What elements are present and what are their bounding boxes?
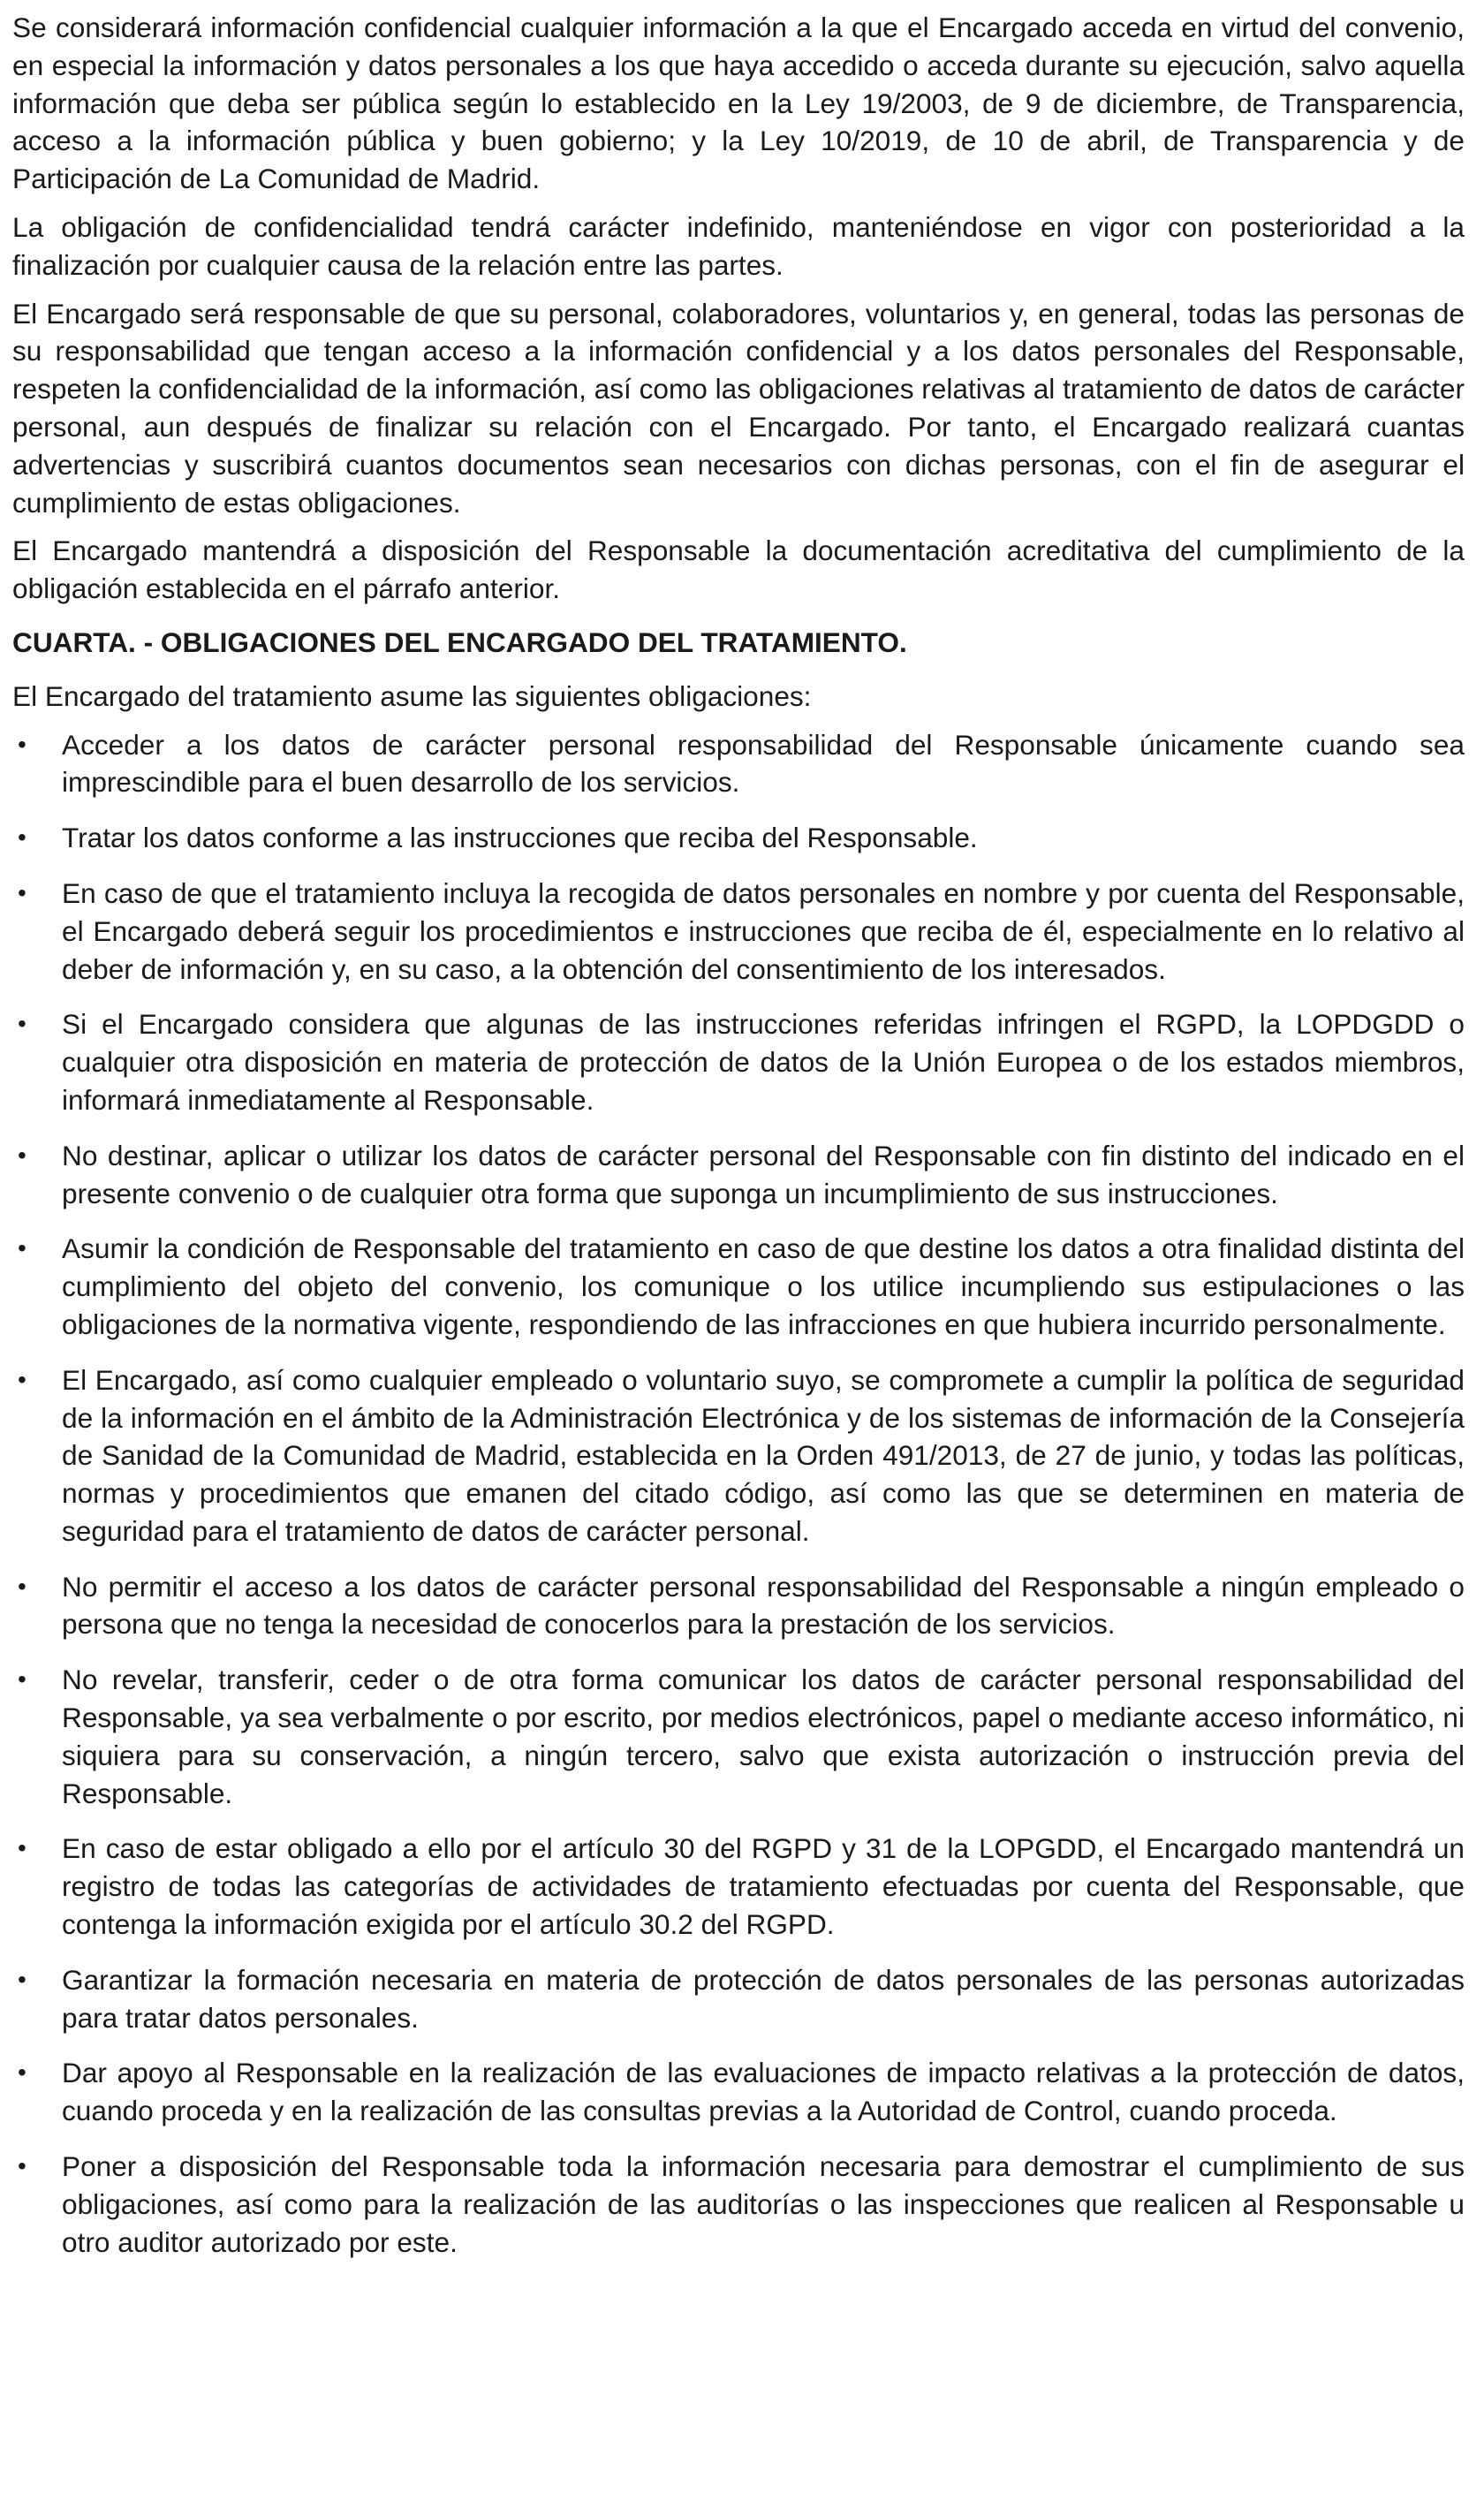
list-item — [12, 1230, 1465, 1343]
bullet-icon: • — [18, 1234, 26, 1262]
list-item-text: No revelar, transferir, ceder o de otra forma comunicar los datos de carácter personal responsabilidad del Responsable, ya sea verbalmente o por escrito, por medios electrónicos, papel o mediante acceso informático, ni siquiera para su conservación, a ningún tercero, salvo que exista autorización o instrucción previa del Responsable. — [62, 1664, 1465, 1809]
paragraph-confidential-info: Se considerará información confidencial cualquier información a la que el Encargado acceda en virtud del convenio, en especial la información y datos personales a los que haya accedido o acceda durante su ejecución, salvo aquella información que deba ser pública según lo establecido en la Ley 19/2003, de 9 de diciembre, de Transparencia, acceso a la información pública y buen gobierno; y la Ley 10/2019, de 10 de abril, de Transparencia y de Participación de La Comunidad de Madrid. — [12, 11, 1465, 195]
list-item-text: El Encargado, así como cualquier empleado o voluntario suyo, se compromete a cumplir la política de seguridad de la información en el ámbito de la Administración Electrónica y de los sistemas de información de la Consejería de Sanidad de la Comunidad de Madrid, establecida en la Orden 491/2013, de 27 de junio, y todas las políticas, normas y procedimientos que emanen del citado código, así como las que se determinen en materia de seguridad para el tratamiento de datos de carácter personal. — [62, 1363, 1465, 1547]
bullet-icon: • — [18, 878, 26, 906]
section-intro: El Encargado del tratamiento asume las siguientes obligaciones: — [12, 679, 812, 712]
list-item-text: Garantizar la formación necesaria en materia de protección de datos personales de las personas autorizadas para tratar datos personales. — [62, 1963, 1465, 2034]
list-item-text: Tratar los datos conforme a las instrucciones que reciba del Responsable. — [62, 822, 978, 854]
bullet-icon: • — [18, 1572, 26, 1600]
list-item — [12, 1661, 1465, 1812]
bullet-icon: • — [18, 1834, 26, 1862]
bullet-icon: • — [18, 2152, 26, 2180]
list-item — [12, 1361, 1465, 1550]
list-item — [12, 2148, 1465, 2261]
bullet-icon: • — [18, 1010, 26, 1038]
list-item-text: Dar apoyo al Responsable en la realización de las evaluaciones de impacto relativas a la protección de datos, cuando proceda y en la realización de las consultas previas a la Autoridad de Control, cuando proceda. — [62, 2057, 1465, 2127]
paragraph-confidentiality-duration: La obligación de confidencialidad tendrá carácter indefinido, manteniéndose en vigor con posterioridad a la finalización por cualquier causa de la relación entre las partes. — [12, 210, 1465, 281]
bullet-icon: • — [18, 823, 26, 852]
paragraph-personnel-responsibility: El Encargado será responsable de que su personal, colaboradores, voluntarios y, en general, todas las personas de su responsabilidad que tengan acceso a la información confidencial y a los datos personales del Responsable, respeten la confidencialidad de la información, así como las obligaciones relativas al tratamiento de datos de carácter personal, aun después de finalizar su relación con el Encargado. Por tanto, el Encargado realizará cuantas advertencias y suscribirá cuantos documentos sean necesarios con dichas personas, con el fin de asegurar el cumplimiento de estas obligaciones. — [12, 297, 1465, 519]
bullet-icon: • — [18, 1141, 26, 1169]
list-item — [12, 726, 1465, 802]
list-item-text: Poner a disposición del Responsable toda la información necesaria para demostrar el cumplimiento de sus obligaciones, así como para la realización de las auditorías o las inspecciones que realicen al Responsable u otro auditor autorizado por este. — [62, 2150, 1465, 2258]
bullet-icon: • — [18, 1665, 26, 1694]
list-item-text: En caso de estar obligado a ello por el artículo 30 del RGPD y 31 de la LOPGDD, el Encargado mantendrá un registro de todas las categorías de actividades de tratamiento efectuadas por cuenta del Responsable, que contenga la información exigida por el artículo 30.2 del RGPD. — [62, 1832, 1465, 1941]
list-item — [12, 1568, 1465, 1644]
list-item — [12, 1137, 1465, 1213]
paragraph-documentation: El Encargado mantendrá a disposición del Responsable la documentación acreditativa del cumplimiento de la obligación establecida en el párrafo anterior. — [12, 534, 1465, 605]
list-item — [12, 875, 1465, 988]
bullet-icon: • — [18, 730, 26, 758]
bullet-icon: • — [18, 1965, 26, 1993]
section-heading: CUARTA. - OBLIGACIONES DEL ENCARGADO DEL TRATAMIENTO. — [12, 625, 907, 658]
document-page — [12, 9, 1465, 2278]
list-item — [12, 1830, 1465, 1943]
bullet-icon: • — [18, 2058, 26, 2087]
list-item — [12, 2054, 1465, 2130]
list-item — [12, 1005, 1465, 1118]
list-item-text: En caso de que el tratamiento incluya la recogida de datos personales en nombre y por cuenta del Responsable, el Encargado deberá seguir los procedimientos e instrucciones que reciba de él, especialmente en lo relativo al deber de información y, en su caso, a la obtención del consentimiento de los interesados. — [62, 876, 1465, 985]
list-item-text: No destinar, aplicar o utilizar los datos de carácter personal del Responsable con fin distinto del indicado en el presente convenio o de cualquier otra forma que suponga un incumplimiento de sus instrucciones. — [62, 1139, 1465, 1209]
list-item-text: Asumir la condición de Responsable del tratamiento en caso de que destine los datos a otra finalidad distinta del cumplimiento del objeto del convenio, los comunique o los utilice incumpliendo sus estipulaciones o las obligaciones de la normativa vigente, respondiendo de las infracciones en que hubiera incurrido personalmente. — [62, 1232, 1465, 1340]
list-item — [12, 1961, 1465, 2037]
list-item-text: Acceder a los datos de carácter personal responsabilidad del Responsable únicamente cuando sea imprescindible para el buen desarrollo de los servicios. — [62, 728, 1465, 799]
list-item-text: No permitir el acceso a los datos de carácter personal responsabilidad del Responsable a ningún empleado o persona que no tenga la necesidad de conocerlos para la prestación de los servicios. — [62, 1570, 1465, 1641]
list-item-text: Si el Encargado considera que algunas de las instrucciones referidas infringen el RGPD, la LOPDGDD o cualquier otra disposición en materia de protección de datos de la Unión Europea o de los estados miembros, informará inmediatamente al Responsable. — [62, 1008, 1465, 1116]
bullet-icon: • — [18, 1365, 26, 1393]
obligations-list — [12, 726, 1465, 2262]
list-item — [12, 819, 1465, 857]
